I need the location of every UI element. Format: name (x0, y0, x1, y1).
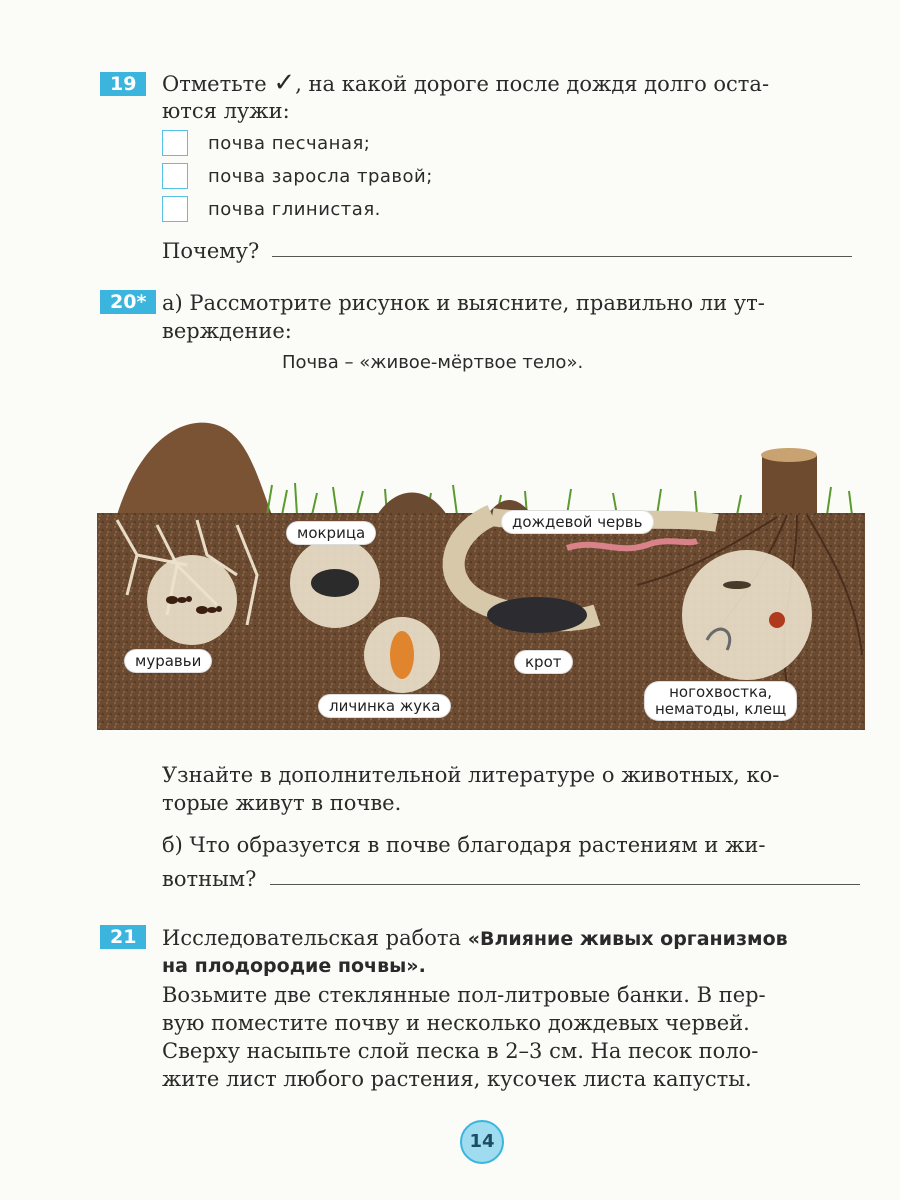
task-19-question-line2: ются лужи: (162, 99, 290, 123)
task-19-number: 19 (100, 72, 146, 96)
task-19-text-a: Отметьте (162, 72, 267, 96)
label-earthworm: дождевой червь (502, 511, 653, 533)
springtail-icon (723, 581, 751, 589)
task-20-b-line2: вотным? (162, 867, 257, 891)
task-21-title-bold1: «Влияние живых организмов (467, 928, 788, 950)
option-label-sand: почва песчаная; (208, 132, 371, 154)
option-checkbox-clay[interactable] (162, 196, 188, 222)
task-21-title-line2: на плодородие почвы». (162, 955, 426, 977)
option-label-grass: почва заросла травой; (208, 165, 433, 187)
label-woodlouse: мокрица (287, 522, 375, 544)
label-springtail-line1: ногохвостка, (669, 683, 773, 701)
task-21-title-plain: Исследовательская работа (162, 926, 468, 950)
task-19-text-b: , на какой дороге после дождя долго оста- (295, 72, 770, 96)
why-label: Почему? (162, 239, 260, 263)
task-20-number: 20* (100, 290, 156, 314)
task-21-body-line3: Сверху насыпьте слой песка в 2–3 см. На песок поло- (162, 1039, 759, 1063)
task-20-literature-line2: торые живут в почве. (162, 791, 402, 815)
mole-icon (487, 597, 587, 633)
page-number: 14 (460, 1120, 504, 1164)
option-row-sand[interactable] (162, 130, 370, 156)
woodlouse-icon (311, 569, 359, 597)
option-row-grass[interactable] (162, 163, 433, 189)
option-checkbox-grass[interactable] (162, 163, 188, 189)
checkmark-icon: ✓ (273, 68, 296, 98)
anthill (117, 423, 272, 515)
task-20-question-line1: а) Рассмотрите рисунок и выясните, правильно ли ут- (162, 291, 765, 315)
task-20-b-answer-line[interactable] (270, 884, 860, 885)
ants-circle (147, 555, 237, 645)
label-ants: муравьи (125, 650, 211, 672)
task-21-title-line1 (162, 925, 788, 952)
task-21-body-line1: Возьмите две стеклянные пол-литровые банки. В пер- (162, 983, 766, 1007)
soil-illustration (97, 405, 865, 730)
label-springtail-line2: нематоды, клещ (655, 700, 787, 718)
mite-icon (769, 612, 785, 628)
task-21-body-line4: жите лист любого растения, кусочек листа капусты. (162, 1067, 752, 1091)
task-20-literature-line1: Узнайте в дополнительной литературе о животных, ко- (162, 763, 780, 787)
larva-icon (390, 631, 414, 679)
option-row-clay[interactable] (162, 196, 381, 222)
label-mole: крот (515, 651, 572, 673)
tree-stump (762, 455, 817, 517)
label-beetle-larva: личинка жука (319, 695, 450, 717)
task-21-body-line2: вую поместите почву и несколько дождевых червей. (162, 1011, 750, 1035)
task-20-b-line1: б) Что образуется в почве благодаря растениям и жи- (162, 833, 766, 857)
task-20-statement: Почва – «живое-мёртвое тело». (282, 352, 584, 373)
option-checkbox-sand[interactable] (162, 130, 188, 156)
option-label-clay: почва глинистая. (208, 198, 381, 220)
task-20-question-line2: верждение: (162, 319, 292, 343)
why-answer-line[interactable] (272, 256, 852, 257)
task-19-question-line1 (162, 70, 769, 97)
task-21-number: 21 (100, 925, 146, 949)
microfauna-circle (682, 550, 812, 680)
label-springtail-nematodes-mite (645, 682, 796, 720)
